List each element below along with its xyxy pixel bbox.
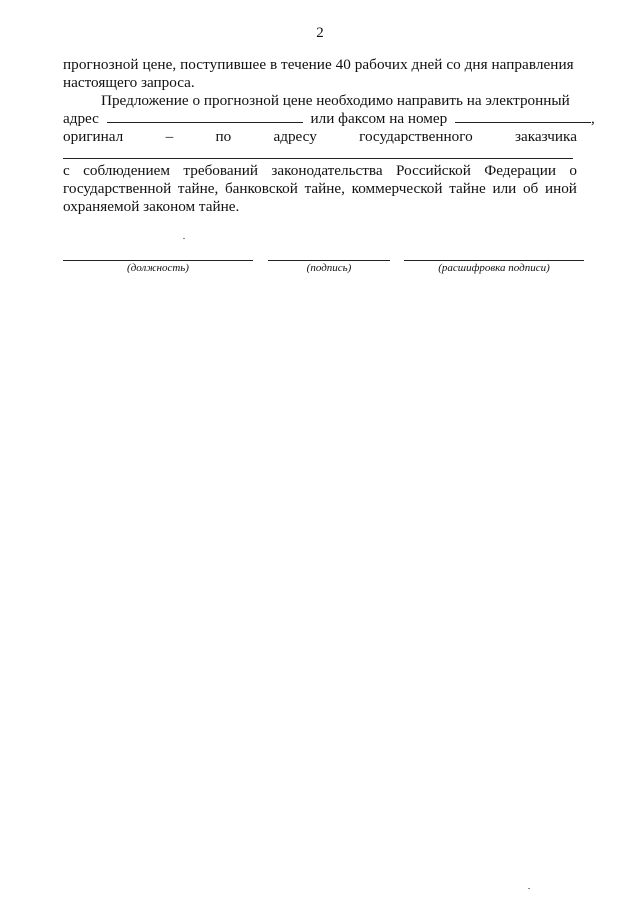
scan-speck: [528, 888, 530, 889]
text-segment: прогнозной цене, поступившее в течение 40 рабочих дней со дня направления: [63, 56, 574, 73]
paragraph-1-line-2: настоящего запроса.: [63, 74, 195, 91]
word: коммерческой: [351, 180, 443, 197]
position-signature-line[interactable]: [63, 260, 253, 261]
fax-number-blank[interactable]: [455, 121, 591, 123]
address-label: адрес: [63, 110, 99, 127]
word: с: [63, 162, 70, 179]
word: адресу: [273, 128, 317, 145]
word: заказчика: [514, 128, 577, 145]
paragraph-2-line-3: [63, 128, 577, 146]
word: требований: [183, 162, 258, 179]
paragraph-2-line-1: Предложение о прогнозной цене необходимо направить на электронный: [101, 92, 570, 109]
name-caption: (расшифровка подписи): [438, 262, 550, 274]
word: банковской: [224, 180, 298, 197]
word: государственной: [63, 180, 172, 197]
scan-speck: [183, 238, 185, 239]
word: Федерации: [484, 162, 556, 179]
email-address-blank[interactable]: [107, 121, 303, 123]
word: тайне: [449, 180, 486, 197]
comma: ,: [591, 110, 595, 127]
word: государственного: [359, 128, 473, 145]
word: –: [165, 128, 174, 145]
page-number: 2: [316, 25, 324, 41]
signature-line[interactable]: [268, 260, 390, 261]
fax-label: или факсом на номер: [310, 110, 448, 127]
word: тайне,: [177, 180, 219, 197]
signature-caption: (подпись): [306, 262, 352, 274]
word: о: [569, 162, 577, 179]
paragraph-1-line-1: [63, 56, 577, 74]
word: Российской: [396, 162, 471, 179]
word: по: [215, 128, 232, 145]
word: соблюдением: [83, 162, 171, 179]
paragraph-3-line-1: [63, 162, 577, 180]
word: законодательства: [271, 162, 383, 179]
word: иной: [544, 180, 577, 197]
paragraph-3-line-3: охраняемой законом тайне.: [63, 198, 240, 215]
word: тайне,: [304, 180, 345, 197]
word: оригинал: [63, 128, 124, 145]
customer-address-blank[interactable]: [63, 158, 573, 159]
name-signature-line[interactable]: [404, 260, 584, 261]
word: об: [522, 180, 539, 197]
position-caption: (должность): [127, 262, 189, 274]
paragraph-2-line-2: [63, 110, 595, 128]
paragraph-3-line-2: [63, 180, 577, 198]
word: или: [492, 180, 517, 197]
